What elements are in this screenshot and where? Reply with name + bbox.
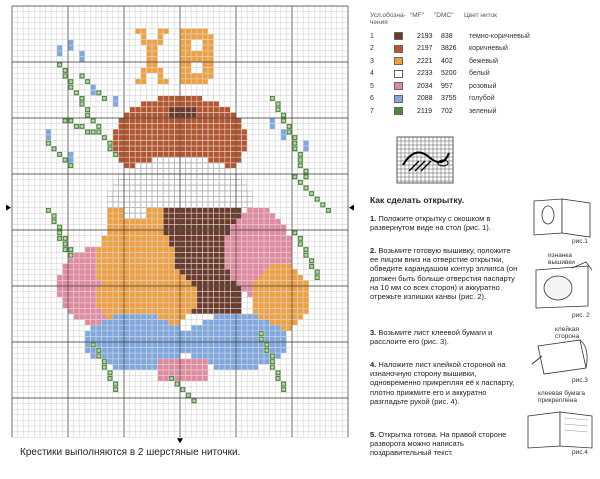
legend-row-number: 2 <box>370 45 374 53</box>
legend-row-number: 1 <box>370 32 374 40</box>
legend-mf-code: 2088 <box>417 95 433 103</box>
legend-color-name: темно-коричневый <box>469 32 530 40</box>
legend-header <box>370 12 595 26</box>
legend-color-name: бежевый <box>469 57 498 65</box>
legend-color-name: коричневый <box>469 45 508 53</box>
figure-1-open-card <box>528 195 596 240</box>
figure-4-finished-card <box>524 406 596 450</box>
legend-row <box>370 105 595 118</box>
instructions-title: Как сделать открытку. <box>370 195 464 205</box>
instruction-step-5: 5. Открытка готова. На правой стороне разворота можно написать поздравительный текст. <box>370 430 507 458</box>
figure-4-label: рис.4 <box>572 449 588 456</box>
legend-swatch-icon <box>394 57 403 65</box>
legend-header-color: Цвет ниток <box>464 12 497 19</box>
legend-mf-code: 2221 <box>417 57 433 65</box>
instruction-step-2: 2. Возьмите готовую вышивку, положите ее лицом вниз на отверстие открытки, обведите карандашом контур эллипса (он должен быть больше отверстия паспарту на 10 мм со всех сторон) и аккуратно отрежьте излишки канвы (рис. 2). <box>370 246 518 302</box>
figure-2-label: рис. 2 <box>572 312 590 319</box>
legend-color-name: белый <box>469 70 490 78</box>
legend-dmc-code: 957 <box>441 82 453 90</box>
legend-row <box>370 55 595 68</box>
legend-row-number: 6 <box>370 95 374 103</box>
figure-4-note: клеевая бумага прикреплена <box>538 390 585 404</box>
legend-mf-code: 2233 <box>417 70 433 78</box>
legend-dmc-code: 402 <box>441 57 453 65</box>
legend-row <box>370 43 595 56</box>
legend-mf-code: 2034 <box>417 82 433 90</box>
instruction-step-3: 3. Возьмите лист клеевой бумаги и расслоите его (рис. 3). <box>370 328 493 347</box>
legend-color-name: зеленый <box>469 107 497 115</box>
legend-swatch-icon <box>394 45 403 53</box>
legend-row <box>370 30 595 43</box>
chart-stitches <box>46 29 331 404</box>
legend-row-number: 5 <box>370 82 374 90</box>
color-legend <box>370 12 595 118</box>
legend-dmc-code: 702 <box>441 107 453 115</box>
legend-swatch-icon <box>394 32 403 40</box>
legend-header-mf: "MF" <box>410 12 424 19</box>
legend-row-number: 7 <box>370 107 374 115</box>
legend-mf-code: 2197 <box>417 45 433 53</box>
figure-2-embroidery-back <box>528 260 596 312</box>
legend-color-name: розовый <box>469 82 497 90</box>
figure-2-note: изнанка вышивки <box>548 252 575 266</box>
legend-swatch-icon <box>394 95 403 103</box>
instruction-step-1: 1. Положите открытку с окошком в развернутом виде на стол (рис. 1). <box>370 214 491 233</box>
legend-row <box>370 68 595 81</box>
legend-mf-code: 2119 <box>417 107 433 115</box>
figure-3-adhesive-sheet <box>528 334 596 378</box>
legend-header-symbol: Усл.обозна-чения <box>370 12 406 26</box>
chart-grid <box>12 6 348 437</box>
instruction-step-4: 4. Наложите лист клейкой стороной на изнаночную сторону вышивки, одновременно прикрепляя её к паспарту, плотно прижмите его и аккуратно разгладьте рукой (рис. 4). <box>370 360 515 406</box>
legend-header-dmc: "DMC" <box>434 12 454 19</box>
figure-3-note: клейкая сторона <box>555 326 580 340</box>
figure-3-label: рис.3 <box>572 377 588 384</box>
legend-row-number: 3 <box>370 57 374 65</box>
legend-swatch-icon <box>394 107 403 115</box>
chart-caption: Крестики выполняются в 2 шерстяные ниточки. <box>20 447 241 458</box>
legend-dmc-code: 5200 <box>441 70 457 78</box>
legend-swatch-icon <box>394 70 403 78</box>
legend-row-number: 4 <box>370 70 374 78</box>
legend-color-name: голубой <box>469 95 495 103</box>
legend-swatch-icon <box>394 82 403 90</box>
figure-1-label: рис.1 <box>572 238 588 245</box>
legend-mf-code: 2193 <box>417 32 433 40</box>
legend-dmc-code: 838 <box>441 32 453 40</box>
legend-row <box>370 80 595 93</box>
legend-dmc-code: 3755 <box>441 95 457 103</box>
legend-row <box>370 93 595 106</box>
legend-dmc-code: 3826 <box>441 45 457 53</box>
stitch-technique-illustration <box>395 135 455 185</box>
